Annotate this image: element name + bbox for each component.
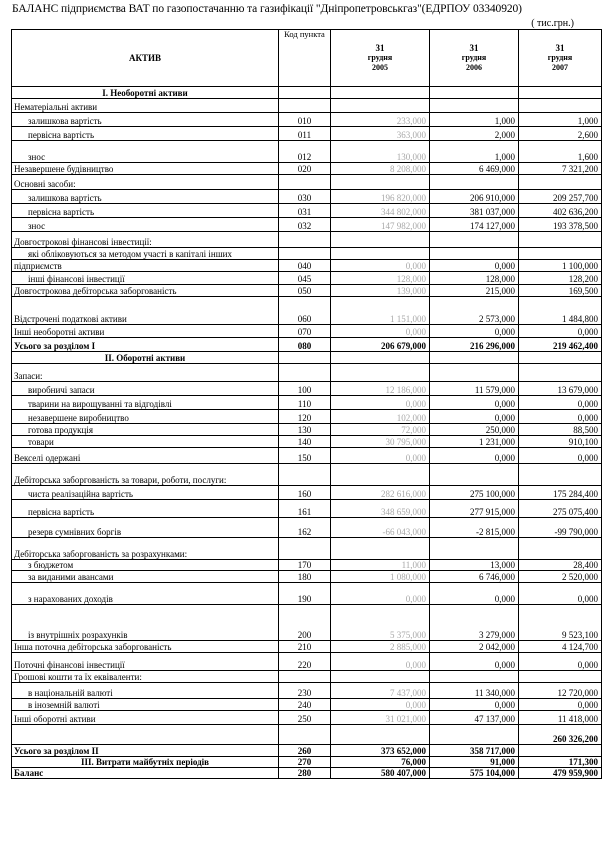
table-row <box>12 571 602 583</box>
table-row <box>12 500 602 518</box>
value-cell-2007: 2,600 <box>519 127 602 141</box>
value-cell-2006: 215,000 <box>430 285 519 297</box>
row-label: Інші оборотні активи <box>12 711 279 725</box>
value-cell-2006 <box>430 232 519 248</box>
table-row <box>12 218 602 232</box>
value-cell-2006: 91,000 <box>430 757 519 768</box>
value-cell-2006 <box>430 671 519 683</box>
row-code: 012 <box>279 141 331 163</box>
row-code: 140 <box>279 436 331 448</box>
value-cell-2006 <box>430 248 519 260</box>
value-cell-2007 <box>519 745 602 757</box>
row-label: виробничі запаси <box>12 382 279 396</box>
value-cell-2006: 128,000 <box>430 272 519 285</box>
row-label: Нематеріальні активи <box>12 99 279 113</box>
table-body <box>12 87 602 779</box>
row-code: 120 <box>279 410 331 424</box>
table-row <box>12 424 602 436</box>
value-cell-2005: 363,000 <box>331 127 430 141</box>
value-cell-2007: 0,000 <box>519 325 602 338</box>
value-cell-2006: 0,000 <box>430 653 519 671</box>
header-year-2006 <box>430 30 519 87</box>
value-cell-2005: 102,000 <box>331 410 430 424</box>
row-label: товари <box>12 436 279 448</box>
table-header-row <box>12 30 602 87</box>
value-cell-2005 <box>331 364 430 382</box>
value-cell-2006: 2,000 <box>430 127 519 141</box>
table-row <box>12 518 602 538</box>
row-code: 045 <box>279 272 331 285</box>
value-cell-2007: 0,000 <box>519 448 602 464</box>
row-code: 020 <box>279 163 331 175</box>
value-cell-2006 <box>430 175 519 190</box>
table-row <box>12 641 602 653</box>
value-cell-2007 <box>519 248 602 260</box>
row-label: первісна вартість <box>12 500 279 518</box>
value-cell-2007: 193 378,500 <box>519 218 602 232</box>
value-cell-2005: 196 820,000 <box>331 190 430 204</box>
empty-cell <box>331 87 430 99</box>
row-label: інші фінансові інвестиції <box>12 272 279 285</box>
row-code: 040 <box>279 260 331 272</box>
unit-label: ( тис.грн.) <box>531 18 574 29</box>
table-row <box>12 99 602 113</box>
header-y2-day: 31 <box>469 43 479 53</box>
table-row <box>12 699 602 711</box>
header-aktyv: АКТИВ <box>12 30 279 87</box>
row-label: первісна вартість <box>12 127 279 141</box>
value-cell-2007 <box>519 232 602 248</box>
empty-cell <box>279 87 331 99</box>
table-row <box>12 260 602 272</box>
row-label: в національній валюті <box>12 683 279 699</box>
section-title: ІІ. Оборотні активи <box>12 352 279 364</box>
table-row <box>12 711 602 725</box>
value-cell-2005: 76,000 <box>331 757 430 768</box>
value-cell-2007: 169,500 <box>519 285 602 297</box>
table-row <box>12 352 602 364</box>
table-row <box>12 382 602 396</box>
row-label: Відстрочені податкові активи <box>12 297 279 325</box>
row-code: 110 <box>279 396 331 410</box>
header-year-2007 <box>519 30 602 87</box>
value-cell-2007: 11 418,000 <box>519 711 602 725</box>
row-label: з нарахованих доходів <box>12 583 279 605</box>
row-label: Баланс <box>12 768 279 779</box>
value-cell-2006: 216 296,000 <box>430 338 519 352</box>
row-label: Довгострокові фінансові інвестиції: <box>12 232 279 248</box>
row-label: Грошові кошти та їх еквіваленти: <box>12 671 279 683</box>
value-cell-2005: 139,000 <box>331 285 430 297</box>
value-cell-2007: 0,000 <box>519 410 602 424</box>
row-label: з бюджетом <box>12 560 279 571</box>
value-cell-2006: 2 573,000 <box>430 297 519 325</box>
table-row <box>12 190 602 204</box>
row-code: 280 <box>279 768 331 779</box>
header-year-2005 <box>331 30 430 87</box>
value-cell-2006 <box>430 99 519 113</box>
row-label: Усього за розділом ІІ <box>12 745 279 757</box>
value-cell-2007: 2 520,000 <box>519 571 602 583</box>
table-row <box>12 683 602 699</box>
row-label: чиста реалізаційна вартість <box>12 486 279 500</box>
row-code: 032 <box>279 218 331 232</box>
value-cell-2005: 348 659,000 <box>331 500 430 518</box>
row-code <box>279 232 331 248</box>
value-cell-2005: 8 208,000 <box>331 163 430 175</box>
table-row <box>12 285 602 297</box>
value-cell-2006: 0,000 <box>430 583 519 605</box>
row-label: Запаси: <box>12 364 279 382</box>
row-code <box>279 725 331 745</box>
value-cell-2006: 6 746,000 <box>430 571 519 583</box>
row-label: тварини на вирощуванні та відгодівлі <box>12 396 279 410</box>
row-label: в іноземній валюті <box>12 699 279 711</box>
value-cell-2007: 1,000 <box>519 113 602 127</box>
balance-table <box>11 29 602 779</box>
value-cell-2007: 28,400 <box>519 560 602 571</box>
row-label: Векселі одержані <box>12 448 279 464</box>
table-row <box>12 605 602 641</box>
value-cell-2005: 0,000 <box>331 583 430 605</box>
value-cell-2006: 11 340,000 <box>430 683 519 699</box>
row-code: 030 <box>279 190 331 204</box>
value-cell-2006: 174 127,000 <box>430 218 519 232</box>
row-label: підприємств <box>12 260 279 272</box>
row-code <box>279 671 331 683</box>
value-cell-2006: 0,000 <box>430 410 519 424</box>
row-label: знос <box>12 218 279 232</box>
row-code: 150 <box>279 448 331 464</box>
value-cell-2007: 0,000 <box>519 396 602 410</box>
value-cell-2007: 1 484,800 <box>519 297 602 325</box>
row-code: 250 <box>279 711 331 725</box>
value-cell-2006: 6 469,000 <box>430 163 519 175</box>
row-code: 130 <box>279 424 331 436</box>
value-cell-2005: -66 043,000 <box>331 518 430 538</box>
table-row <box>12 248 602 260</box>
header-y1-year: 2005 <box>372 63 388 72</box>
table-row <box>12 141 602 163</box>
value-cell-2006: 13,000 <box>430 560 519 571</box>
row-code: 080 <box>279 338 331 352</box>
table-row <box>12 272 602 285</box>
row-code <box>279 464 331 486</box>
value-cell-2005: 1 080,000 <box>331 571 430 583</box>
value-cell-2006: 250,000 <box>430 424 519 436</box>
value-cell-2005 <box>331 99 430 113</box>
row-code: 100 <box>279 382 331 396</box>
value-cell-2005: 0,000 <box>331 699 430 711</box>
value-cell-2006: 2 042,000 <box>430 641 519 653</box>
table-row <box>12 583 602 605</box>
row-code <box>279 99 331 113</box>
row-label: Інша поточна дебіторська заборгованість <box>12 641 279 653</box>
value-cell-2006: 0,000 <box>430 448 519 464</box>
value-cell-2007: 1 100,000 <box>519 260 602 272</box>
row-label: Усього за розділом І <box>12 338 279 352</box>
value-cell-2006: 358 717,000 <box>430 745 519 757</box>
document-title: БАЛАНС підприємства ВАТ по газопостачанню та газифікації "Дніпропетровськгаз"(ЕДРПОУ 03340920) <box>12 3 522 15</box>
row-code: 161 <box>279 500 331 518</box>
table-row <box>12 175 602 190</box>
value-cell-2007: 0,000 <box>519 653 602 671</box>
row-code: 210 <box>279 641 331 653</box>
table-row <box>12 325 602 338</box>
row-label: первісна вартість <box>12 204 279 218</box>
value-cell-2006: 381 037,000 <box>430 204 519 218</box>
table-row <box>12 464 602 486</box>
table-row <box>12 486 602 500</box>
header-y1-day: 31 <box>375 43 385 53</box>
row-label: Незавершене будівництво <box>12 163 279 175</box>
empty-cell <box>430 352 519 364</box>
row-label: які обліковуються за методом участі в капіталі інших <box>12 248 279 260</box>
value-cell-2005: 30 795,000 <box>331 436 430 448</box>
value-cell-2006: 277 915,000 <box>430 500 519 518</box>
value-cell-2007: 9 523,100 <box>519 605 602 641</box>
value-cell-2006: 575 104,000 <box>430 768 519 779</box>
row-label: Дебіторська заборгованість за розрахунками: <box>12 538 279 560</box>
value-cell-2005: 31 021,000 <box>331 711 430 725</box>
value-cell-2006 <box>430 464 519 486</box>
row-code: 031 <box>279 204 331 218</box>
value-cell-2006 <box>430 725 519 745</box>
value-cell-2005 <box>331 671 430 683</box>
row-label: залишкова вартість <box>12 113 279 127</box>
value-cell-2007: 175 284,400 <box>519 486 602 500</box>
value-cell-2005: 0,000 <box>331 653 430 671</box>
row-label: ІІІ. Витрати майбутніх періодів <box>12 757 279 768</box>
value-cell-2007 <box>519 671 602 683</box>
value-cell-2005 <box>331 725 430 745</box>
value-cell-2007 <box>519 175 602 190</box>
value-cell-2007 <box>519 99 602 113</box>
row-label: із внутрішніх розрахунків <box>12 605 279 641</box>
row-label: знос <box>12 141 279 163</box>
row-code: 010 <box>279 113 331 127</box>
value-cell-2006: 1,000 <box>430 141 519 163</box>
value-cell-2006: 11 579,000 <box>430 382 519 396</box>
value-cell-2005 <box>331 464 430 486</box>
row-code: 180 <box>279 571 331 583</box>
value-cell-2005: 282 616,000 <box>331 486 430 500</box>
value-cell-2005: 1 151,000 <box>331 297 430 325</box>
header-y3-year: 2007 <box>552 63 568 72</box>
table-row <box>12 745 602 757</box>
empty-cell <box>279 352 331 364</box>
value-cell-2007: 4 124,700 <box>519 641 602 653</box>
value-cell-2007 <box>519 538 602 560</box>
value-cell-2005 <box>331 248 430 260</box>
value-cell-2007: 0,000 <box>519 583 602 605</box>
value-cell-2007: 88,500 <box>519 424 602 436</box>
table-row <box>12 364 602 382</box>
row-label: Інші необоротні активи <box>12 325 279 338</box>
value-cell-2007 <box>519 464 602 486</box>
row-code: 011 <box>279 127 331 141</box>
row-label: залишкова вартість <box>12 190 279 204</box>
value-cell-2007: 171,300 <box>519 757 602 768</box>
value-cell-2005: 0,000 <box>331 325 430 338</box>
value-cell-2006: 275 100,000 <box>430 486 519 500</box>
header-code: Код пункта <box>279 30 331 87</box>
row-code: 170 <box>279 560 331 571</box>
value-cell-2005: 72,000 <box>331 424 430 436</box>
value-cell-2007: 0,000 <box>519 699 602 711</box>
value-cell-2005: 130,000 <box>331 141 430 163</box>
row-label: резерв сумнівних боргів <box>12 518 279 538</box>
table-row <box>12 297 602 325</box>
value-cell-2005: 5 375,000 <box>331 605 430 641</box>
empty-cell <box>430 87 519 99</box>
value-cell-2005 <box>331 175 430 190</box>
table-row <box>12 338 602 352</box>
table-row <box>12 768 602 779</box>
row-code: 160 <box>279 486 331 500</box>
value-cell-2006: 3 279,000 <box>430 605 519 641</box>
value-cell-2005: 580 407,000 <box>331 768 430 779</box>
row-code: 270 <box>279 757 331 768</box>
table-row <box>12 87 602 99</box>
section-title: І. Необоротні активи <box>12 87 279 99</box>
header-y3-day: 31 <box>555 43 565 53</box>
empty-cell <box>519 352 602 364</box>
row-label: Дебіторська заборгованість за товари, роботи, послуги: <box>12 464 279 486</box>
value-cell-2005: 0,000 <box>331 396 430 410</box>
value-cell-2007: 12 720,000 <box>519 683 602 699</box>
row-code: 162 <box>279 518 331 538</box>
value-cell-2006: 0,000 <box>430 699 519 711</box>
value-cell-2007: 219 462,400 <box>519 338 602 352</box>
value-cell-2006: 0,000 <box>430 396 519 410</box>
value-cell-2007: 1,600 <box>519 141 602 163</box>
value-cell-2005: 11,000 <box>331 560 430 571</box>
header-y3-month: грудня <box>547 53 573 62</box>
value-cell-2007 <box>519 364 602 382</box>
empty-cell <box>519 87 602 99</box>
value-cell-2006 <box>430 364 519 382</box>
table-row <box>12 538 602 560</box>
row-label: Довгострокова дебіторська заборгованість <box>12 285 279 297</box>
table-row <box>12 163 602 175</box>
value-cell-2006: 0,000 <box>430 325 519 338</box>
row-label <box>12 725 279 745</box>
row-code: 190 <box>279 583 331 605</box>
value-cell-2005: 0,000 <box>331 260 430 272</box>
value-cell-2007: -99 790,000 <box>519 518 602 538</box>
value-cell-2006: -2 815,000 <box>430 518 519 538</box>
row-label: Поточні фінансові інвестиції <box>12 653 279 671</box>
row-code: 220 <box>279 653 331 671</box>
table-row <box>12 204 602 218</box>
table-row <box>12 671 602 683</box>
value-cell-2007: 275 075,400 <box>519 500 602 518</box>
row-code <box>279 175 331 190</box>
value-cell-2006: 1 231,000 <box>430 436 519 448</box>
table-row <box>12 653 602 671</box>
value-cell-2005: 2 885,000 <box>331 641 430 653</box>
table-row <box>12 232 602 248</box>
value-cell-2007: 13 679,000 <box>519 382 602 396</box>
table-row <box>12 725 602 745</box>
value-cell-2005: 128,000 <box>331 272 430 285</box>
value-cell-2005: 373 652,000 <box>331 745 430 757</box>
table-row <box>12 757 602 768</box>
value-cell-2007: 128,200 <box>519 272 602 285</box>
table-row <box>12 396 602 410</box>
row-code: 200 <box>279 605 331 641</box>
value-cell-2006: 1,000 <box>430 113 519 127</box>
value-cell-2005: 206 679,000 <box>331 338 430 352</box>
row-code <box>279 248 331 260</box>
value-cell-2007: 910,100 <box>519 436 602 448</box>
row-code: 050 <box>279 285 331 297</box>
row-code: 070 <box>279 325 331 338</box>
row-label: Основні засоби: <box>12 175 279 190</box>
table-row <box>12 113 602 127</box>
table-row <box>12 560 602 571</box>
table-row <box>12 448 602 464</box>
table-row <box>12 436 602 448</box>
empty-cell <box>331 352 430 364</box>
row-code: 260 <box>279 745 331 757</box>
value-cell-2006 <box>430 538 519 560</box>
value-cell-2007: 209 257,700 <box>519 190 602 204</box>
header-y2-month: грудня <box>461 53 487 62</box>
header-y2-year: 2006 <box>466 63 482 72</box>
value-cell-2005: 233,000 <box>331 113 430 127</box>
row-label: незавершене виробництво <box>12 410 279 424</box>
value-cell-2006: 206 910,000 <box>430 190 519 204</box>
header-y1-month: грудня <box>367 53 393 62</box>
value-cell-2005: 12 186,000 <box>331 382 430 396</box>
value-cell-2005: 344 802,000 <box>331 204 430 218</box>
value-cell-2006: 0,000 <box>430 260 519 272</box>
table-row <box>12 127 602 141</box>
value-cell-2006: 47 137,000 <box>430 711 519 725</box>
row-code: 060 <box>279 297 331 325</box>
value-cell-2007: 479 959,900 <box>519 768 602 779</box>
value-cell-2005: 0,000 <box>331 448 430 464</box>
value-cell-2005: 7 437,000 <box>331 683 430 699</box>
row-code <box>279 364 331 382</box>
row-label: за виданими авансами <box>12 571 279 583</box>
value-cell-2005 <box>331 232 430 248</box>
value-cell-2005 <box>331 538 430 560</box>
row-label: готова продукція <box>12 424 279 436</box>
value-cell-2007: 7 321,200 <box>519 163 602 175</box>
row-code: 240 <box>279 699 331 711</box>
row-code: 230 <box>279 683 331 699</box>
value-cell-2007: 260 326,200 <box>519 725 602 745</box>
table-row <box>12 410 602 424</box>
value-cell-2007: 402 636,200 <box>519 204 602 218</box>
value-cell-2005: 147 982,000 <box>331 218 430 232</box>
row-code <box>279 538 331 560</box>
